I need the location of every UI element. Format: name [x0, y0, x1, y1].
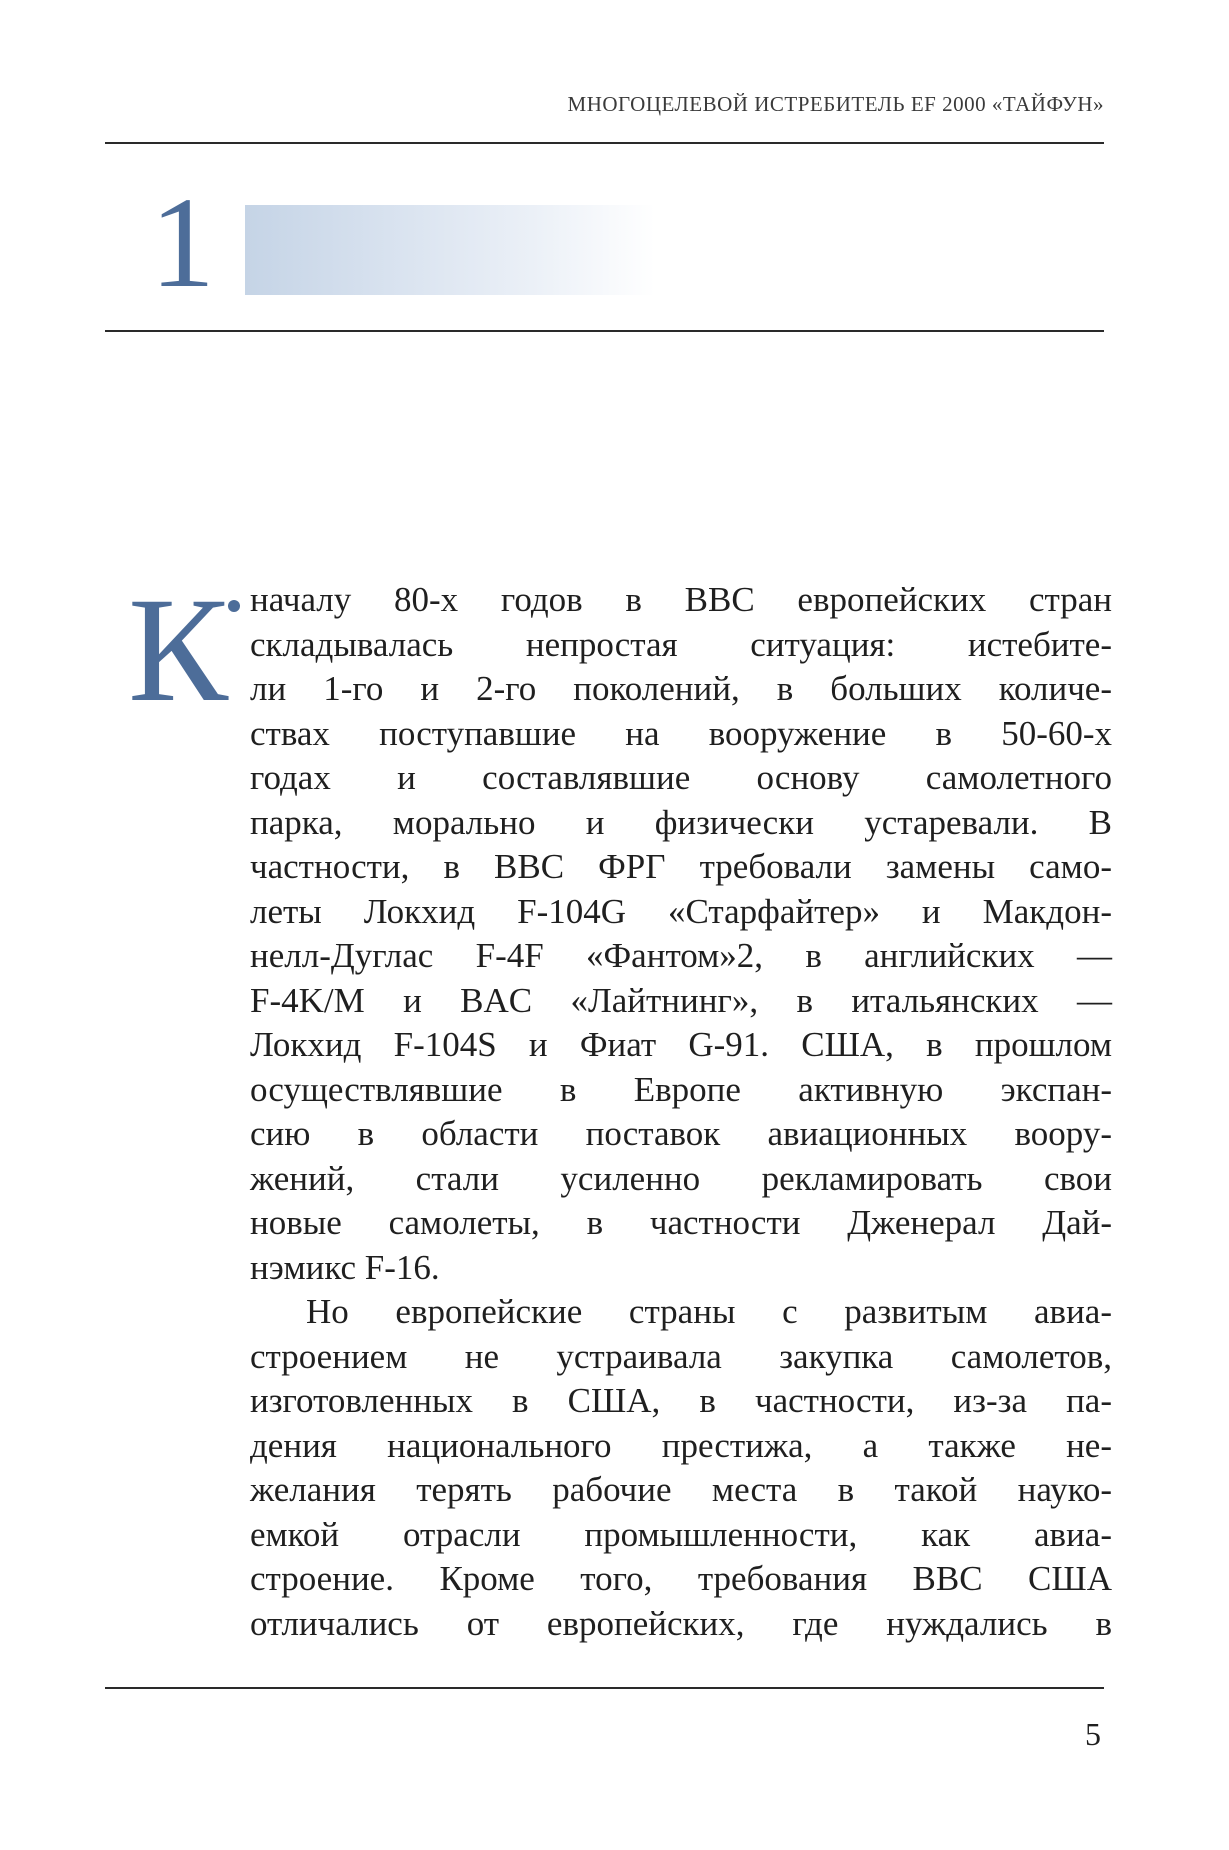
- drop-cap: К: [128, 567, 229, 733]
- text-line: складывалась непростая ситуация: истебите-: [250, 624, 1112, 664]
- footer-rule: [105, 1687, 1104, 1689]
- text-line: желания терять рабочие места в такой науко-: [250, 1470, 1112, 1509]
- text-line: новые самолеты, в частности Дженерал Дай-: [250, 1203, 1112, 1242]
- text-line: Локхид F-104S и Фиат G-91. США, в прошлом: [250, 1025, 1112, 1064]
- drop-cap-ornament: [228, 600, 240, 612]
- chapter-number: 1: [150, 171, 215, 315]
- page-number: 5: [1085, 1716, 1101, 1752]
- text-line: отличались от европейских, где нуждались в: [250, 1603, 1112, 1643]
- text-line: ли 1-го и 2-го поколений, в больших количе-: [250, 669, 1112, 708]
- text-line: годах и составлявшие основу самолетного: [250, 758, 1112, 797]
- text-line: емкой отрасли промышленности, как авиа-: [250, 1514, 1112, 1554]
- text-line: строение. Кроме того, требования ВВС США: [250, 1559, 1112, 1598]
- running-header: МНОГОЦЕЛЕВОЙ ИСТРЕБИТЕЛЬ EF 2000 «ТАЙФУН»: [567, 92, 1104, 116]
- text-line: парка, морально и физически устаревали. В: [250, 802, 1112, 842]
- chapter-decorative-band: [245, 205, 655, 295]
- text-line: изготовленных в США, в частности, из-за па-: [250, 1381, 1112, 1420]
- text-line: нэмикс F-16.: [250, 1247, 440, 1287]
- text-line: частности, в ВВС ФРГ требовали замены само-: [250, 847, 1112, 886]
- text-line: жений, стали усиленно рекламировать свои: [250, 1158, 1112, 1198]
- chapter-rule: [105, 330, 1104, 332]
- text-line: леты Локхид F-104G «Старфайтер» и Макдон-: [250, 891, 1112, 931]
- header-rule: [105, 142, 1104, 144]
- text-line: осуществлявшие в Европе активную экспан-: [250, 1069, 1112, 1109]
- text-line: строением не устраивала закупка самолетов,: [250, 1336, 1112, 1376]
- text-line: нелл-Дуглас F-4F «Фантом»2, в английских —: [250, 936, 1112, 975]
- text-line: началу 80-х годов в ВВС европейских стран: [250, 580, 1112, 619]
- text-line: дения национального престижа, а также не-: [250, 1425, 1112, 1465]
- text-line: F-4K/M и BAC «Лайтнинг», в итальянских —: [250, 980, 1112, 1020]
- body-text: [250, 578, 1112, 1646]
- text-line: Но европейские страны с развитым авиа-: [306, 1292, 1112, 1331]
- text-line: сию в области поставок авиационных воору-: [250, 1114, 1112, 1153]
- text-line: ствах поступавшие на вооружение в 50-60-х: [250, 713, 1112, 753]
